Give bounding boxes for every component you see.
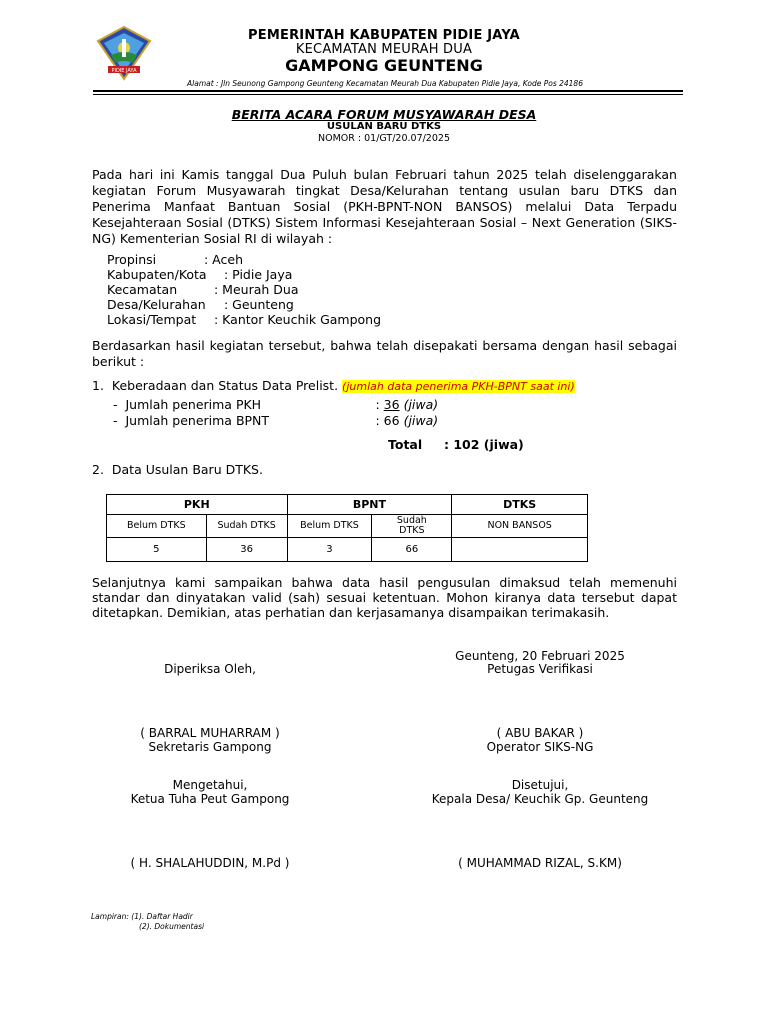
attachment-line-1: Lampiran: (1). Daftar Hadir bbox=[91, 912, 193, 921]
signature-left-top-name: ( BARRAL MUHARRAM ) bbox=[140, 726, 280, 740]
table-header-pkh: PKH bbox=[107, 495, 288, 515]
table-subheader: Sudah DTKS bbox=[206, 515, 287, 538]
prelist-total: Total : 102 (jiwa) bbox=[388, 437, 524, 452]
signature-right-top-title: Operator SIKS-NG bbox=[486, 740, 594, 754]
location-row: Desa/Kelurahan : Geunteng bbox=[107, 297, 294, 312]
table-subheader: Sudah DTKS bbox=[372, 515, 452, 538]
signature-left-bottom-name: ( H. SHALAHUDDIN, M.Pd ) bbox=[130, 856, 290, 870]
header-rule-thin bbox=[93, 94, 683, 95]
closing-paragraph: Selanjutnya kami sampaikan bahwa data hasil pengusulan dimaksud telah memenuhi standar dan dinyatakan valid (sah) sesuai ketentuan. Mohon kiranya data tersebut dapat ditetapkan. Demikian, atas perhatian dan kerjasamanya disampaikan terimakasih. bbox=[92, 575, 677, 620]
location-row: Kecamatan : Meurah Dua bbox=[107, 282, 299, 297]
header-village: GAMPONG GEUNTENG bbox=[285, 56, 483, 75]
table-subheader: Belum DTKS bbox=[107, 515, 207, 538]
location-list bbox=[107, 252, 381, 327]
signature-right-top-name: ( ABU BAKAR ) bbox=[496, 726, 584, 740]
prelist-row-bpnt: - Jumlah penerima BPNT : 66 (jiwa) bbox=[113, 413, 439, 428]
table-cell: 3 bbox=[287, 538, 372, 562]
signature-right-bottom-name: ( MUHAMMAD RIZAL, S.KM) bbox=[458, 856, 622, 870]
header-rule-thick bbox=[93, 90, 683, 92]
logo-text: PIDIE JAYA bbox=[111, 68, 137, 74]
header-address: Alamat : Jln Seunong Gampong Geunteng Kecamatan Meurah Dua Kabupaten Pidie Jaya, Kode Pos 24186 bbox=[187, 79, 583, 88]
table-cell: 66 bbox=[372, 538, 452, 562]
item-2: 2. Data Usulan Baru DTKS. bbox=[92, 462, 263, 477]
signature-left-bottom-role2: Ketua Tuha Peut Gampong bbox=[130, 792, 290, 806]
prelist-row-pkh: - Jumlah penerima PKH : 36 (jiwa) bbox=[113, 397, 439, 412]
signature-right-top-role: Petugas Verifikasi bbox=[487, 662, 593, 676]
result-intro-paragraph: Berdasarkan hasil kegiatan tersebut, bahwa telah disepakati bersama dengan hasil sebagai berikut : bbox=[92, 338, 677, 369]
signature-left-top-title: Sekretaris Gampong bbox=[148, 740, 272, 754]
location-row: Propinsi : Aceh bbox=[107, 252, 244, 267]
highlight-note: (jumlah data penerima PKH-BPNT saat ini) bbox=[342, 380, 575, 393]
signature-left-top-role: Diperiksa Oleh, bbox=[164, 662, 256, 676]
header-district: KECAMATAN MEURAH DUA bbox=[295, 42, 473, 57]
signature-right-bottom-role1: Disetujui, bbox=[511, 778, 569, 792]
document-subtitle: USULAN BARU DTKS bbox=[326, 121, 442, 132]
place-date: Geunteng, 20 Februari 2025 bbox=[455, 649, 625, 663]
dtks-proposal-table bbox=[106, 494, 588, 562]
signature-right-bottom-role2: Kepala Desa/ Keuchik Gp. Geunteng bbox=[431, 792, 649, 806]
document-number: NOMOR : 01/GT/20.07/2025 bbox=[318, 133, 450, 144]
table-cell: 36 bbox=[206, 538, 287, 562]
intro-paragraph: Pada hari ini Kamis tanggal Dua Puluh bulan Februari tahun 2025 telah diselenggarakan kegiatan Forum Musyawarah tingkat Desa/Kelurahan tentang usulan baru DTKS dan Penerima Manfaat Bantuan Sosial (PKH-BPNT-NON BANSOS) melalui Data Terpadu Kesejahteraan Sosial (DTKS) Sistem Informasi Kesejahteraan Sosial – Next Generation (SIKS-NG) Kementerian Sosial RI di wilayah : bbox=[92, 167, 677, 246]
table-header-bpnt: BPNT bbox=[287, 495, 452, 515]
table-subheader: NON BANSOS bbox=[452, 515, 588, 538]
table-cell bbox=[452, 538, 588, 562]
attachment-line-2: (2). Dokumentasi bbox=[139, 922, 205, 931]
signature-left-bottom-role1: Mengetahui, bbox=[172, 778, 248, 792]
item-1: 1. Keberadaan dan Status Data Prelist. (jumlah data penerima PKH-BPNT saat ini) bbox=[92, 378, 575, 393]
location-row: Kabupaten/Kota : Pidie Jaya bbox=[107, 267, 293, 282]
location-row: Lokasi/Tempat : Kantor Keuchik Gampong bbox=[107, 312, 382, 327]
table-subheader: Belum DTKS bbox=[287, 515, 372, 538]
header-government: PEMERINTAH KABUPATEN PIDIE JAYA bbox=[248, 28, 520, 43]
document-title: BERITA ACARA FORUM MUSYAWARAH DESA bbox=[231, 107, 537, 122]
table-cell: 5 bbox=[107, 538, 207, 562]
prelist-rows bbox=[113, 397, 513, 429]
table-header-dtks: DTKS bbox=[452, 495, 588, 515]
